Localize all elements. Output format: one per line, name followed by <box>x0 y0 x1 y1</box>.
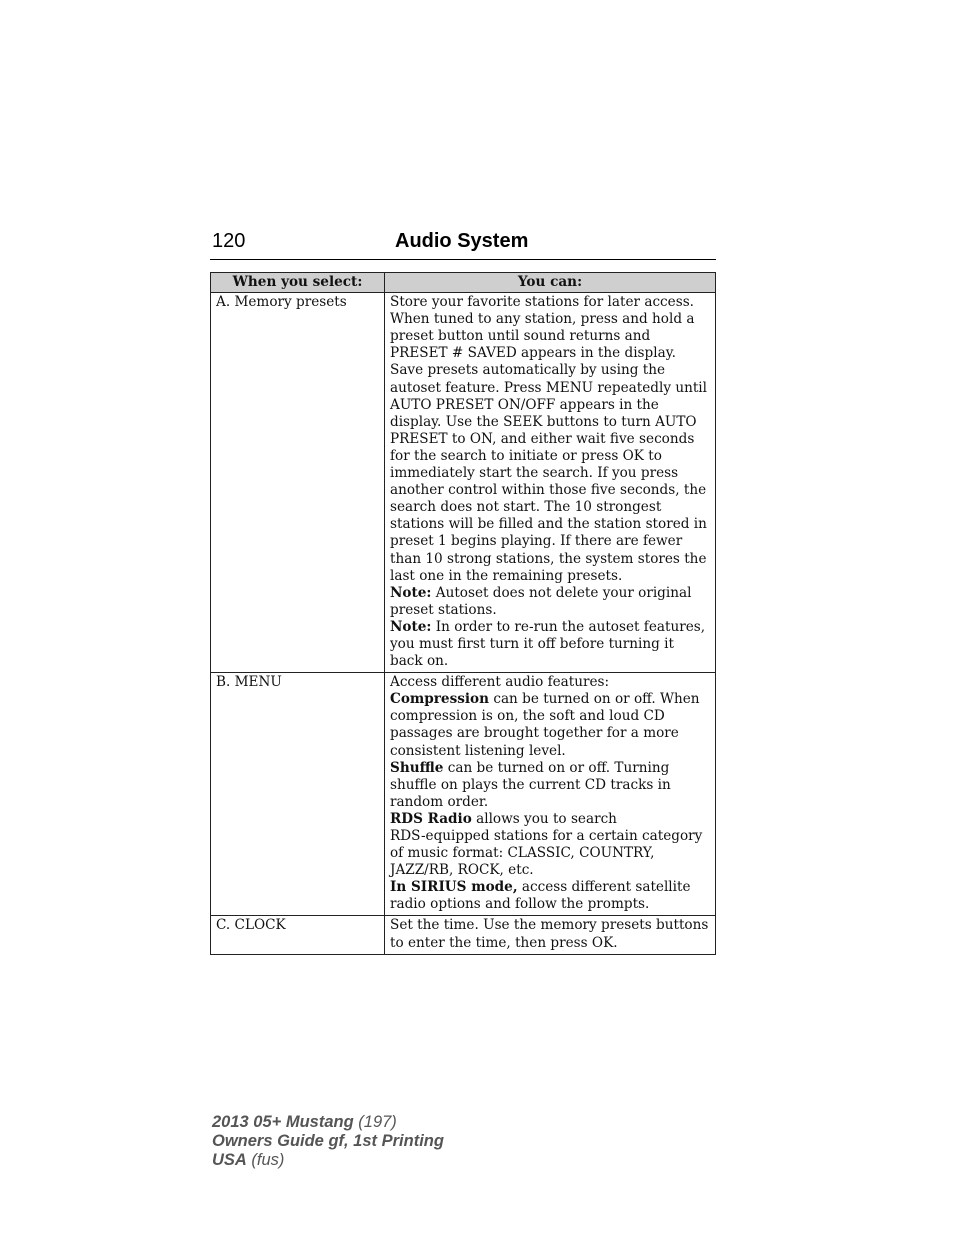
description-line <box>390 691 710 708</box>
line-text: RDS-equipped stations for a certain category <box>390 828 703 844</box>
column-header-can: You can: <box>385 273 716 293</box>
line-text: radio options and follow the prompts. <box>390 896 650 913</box>
footer-line-3 <box>212 1151 444 1170</box>
table-row <box>211 293 716 673</box>
footer-code: (197) <box>353 1113 397 1131</box>
line-text: allows you to search <box>471 810 617 827</box>
line-text: Access different audio features: <box>390 674 610 691</box>
line-text: preset 1 begins playing. If there are fewer <box>390 533 683 550</box>
line-text: autoset feature. Press MENU repeatedly until <box>390 379 707 396</box>
bold-term: Note: <box>390 618 432 635</box>
line-text: can be turned on or off. When <box>489 691 700 708</box>
line-text: consistent listening level. <box>390 742 566 759</box>
line-text: another control within those five seconds, the <box>390 482 707 499</box>
description-line <box>390 448 710 465</box>
description-line <box>390 551 710 568</box>
description-line <box>390 862 710 879</box>
description-line <box>390 777 710 794</box>
line-text: When tuned to any station, press and hold a <box>390 311 695 328</box>
description-line <box>390 828 710 845</box>
description-line <box>390 568 710 585</box>
page-number: 120 <box>212 230 246 252</box>
description-line <box>390 362 710 379</box>
line-text: AUTO PRESET ON/OFF appears in the <box>390 396 659 413</box>
row-description-cell <box>385 916 716 954</box>
row-select-cell: A. Memory presets <box>211 293 385 673</box>
bold-term: In SIRIUS mode, <box>390 879 518 896</box>
table-row <box>211 916 716 954</box>
description-line <box>390 533 710 550</box>
description-line <box>390 585 710 602</box>
column-header-select: When you select: <box>211 273 385 293</box>
line-text: search does not start. The 10 strongest <box>390 499 662 516</box>
row-description-cell <box>385 673 716 916</box>
section-title: Audio System <box>395 230 529 252</box>
line-text: Autoset does not delete your original <box>431 584 692 601</box>
bold-term: Note: <box>390 584 432 601</box>
description-line <box>390 845 710 862</box>
description-line <box>390 674 710 691</box>
page-header <box>210 230 716 260</box>
description-line <box>390 602 710 619</box>
footer-guide: Owners Guide gf, 1st Printing <box>212 1132 444 1150</box>
description-line <box>390 499 710 516</box>
line-text: than 10 strong stations, the system stores the <box>390 550 707 567</box>
description-line <box>390 380 710 397</box>
description-line <box>390 311 710 328</box>
footer-line-2 <box>212 1132 444 1151</box>
description-line <box>390 725 710 742</box>
description-line <box>390 294 710 311</box>
footer-line-1 <box>212 1113 444 1132</box>
line-text: can be turned on or off. Turning <box>443 759 670 776</box>
line-text: Set the time. Use the memory presets buttons <box>390 917 709 934</box>
line-text: for the search to initiate or press OK to <box>390 447 662 464</box>
table-body <box>211 293 716 955</box>
bold-term: Shuffle <box>390 759 444 776</box>
document-footer <box>212 1113 444 1170</box>
line-text: PRESET # SAVED appears in the display. <box>390 345 676 362</box>
description-line <box>390 653 710 670</box>
line-text: Save presets automatically by using the <box>390 362 666 379</box>
line-text: access different satellite <box>517 879 691 896</box>
row-select-cell: B. MENU <box>211 673 385 916</box>
description-line <box>390 794 710 811</box>
description-line <box>390 879 710 896</box>
line-text: of music format: CLASSIC, COUNTRY, <box>390 845 655 862</box>
line-text: compression is on, the soft and loud CD <box>390 708 665 725</box>
line-text: passages are brought together for a more <box>390 725 679 742</box>
description-line <box>390 516 710 533</box>
line-text: shuffle on plays the current CD tracks in <box>390 776 671 793</box>
description-line <box>390 345 710 362</box>
description-line <box>390 811 710 828</box>
line-text: back on. <box>390 653 449 670</box>
features-table <box>210 272 716 955</box>
description-line <box>390 935 710 952</box>
description-line <box>390 431 710 448</box>
line-text: last one in the remaining presets. <box>390 567 623 584</box>
table-header-row <box>211 273 716 293</box>
line-text: preset button until sound returns and <box>390 328 651 345</box>
description-line <box>390 917 710 934</box>
description-line <box>390 743 710 760</box>
description-line <box>390 482 710 499</box>
line-text: to enter the time, then press OK. <box>390 934 618 951</box>
line-text: JAZZ/RB, ROCK, etc. <box>390 862 534 879</box>
line-text: random order. <box>390 793 489 810</box>
footer-model: 2013 05+ Mustang <box>212 1113 354 1131</box>
table-row <box>211 673 716 916</box>
line-text: display. Use the SEEK buttons to turn AUTO <box>390 413 697 430</box>
row-description-cell <box>385 293 716 673</box>
description-line <box>390 619 710 636</box>
description-line <box>390 465 710 482</box>
line-text: immediately start the search. If you press <box>390 465 679 482</box>
line-text: In order to re-run the autoset features, <box>431 618 706 635</box>
description-line <box>390 708 710 725</box>
line-text: preset stations. <box>390 601 497 618</box>
row-select-cell: C. CLOCK <box>211 916 385 954</box>
description-line <box>390 636 710 653</box>
bold-term: RDS Radio <box>390 810 472 827</box>
line-text: you must first turn it off before turning it <box>390 635 674 652</box>
description-line <box>390 760 710 777</box>
description-line <box>390 896 710 913</box>
description-line <box>390 328 710 345</box>
description-line <box>390 414 710 431</box>
line-text: Store your favorite stations for later access. <box>390 294 694 311</box>
line-text: PRESET to ON, and either wait five seconds <box>390 430 695 447</box>
line-text: stations will be filled and the station stored in <box>390 516 707 533</box>
footer-region-code: (fus) <box>246 1151 285 1169</box>
footer-region: USA <box>212 1151 247 1169</box>
description-line <box>390 397 710 414</box>
bold-term: Compression <box>390 691 490 708</box>
